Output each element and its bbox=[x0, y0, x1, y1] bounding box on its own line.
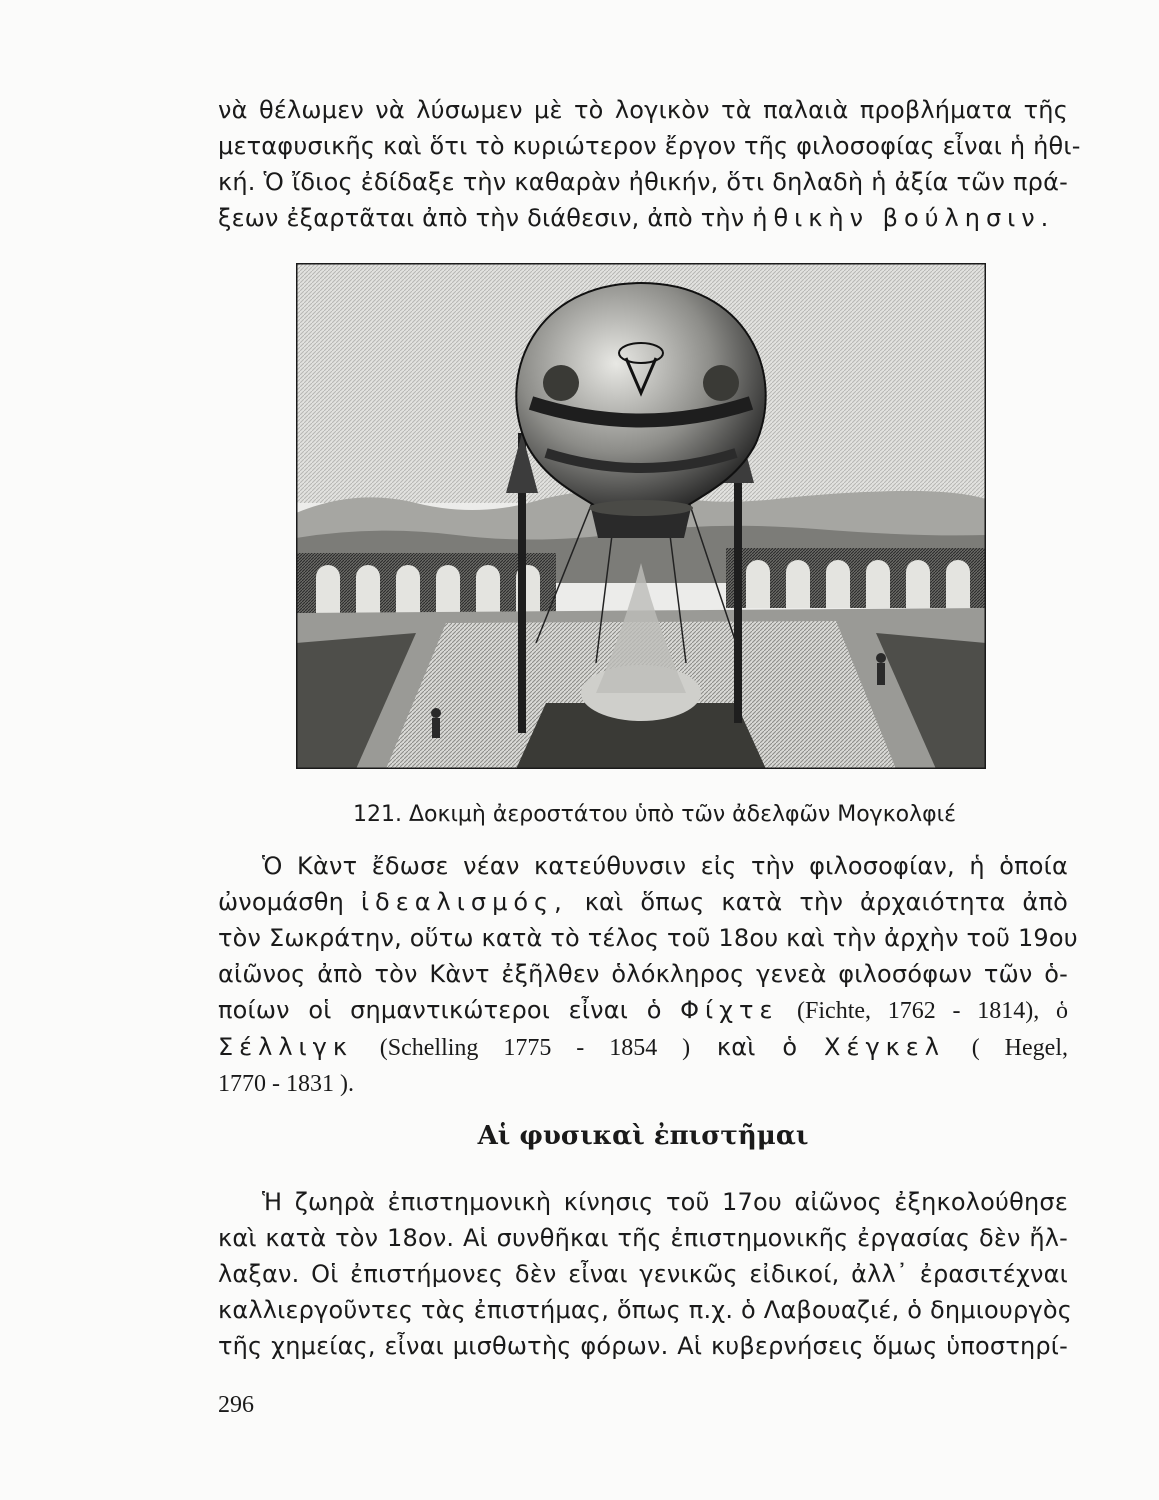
text-run: ξεων ἐξαρτᾶται ἀπὸ τὴν διάθεσιν, ἀπὸ τὴν bbox=[218, 204, 753, 232]
emphasized-term: Χέγκελ bbox=[824, 1033, 945, 1061]
text-line bbox=[218, 200, 1068, 236]
text-run: ποίων οἱ σημαντικώτεροι εἶναι ὁ bbox=[218, 996, 681, 1024]
text-run: καὶ ὅπως κατὰ τὴν ἀρχαιότητα ἀπὸ bbox=[567, 888, 1068, 916]
text-run: (Fichte, 1762 - 1814), ὁ bbox=[797, 998, 1068, 1024]
emphasized-term: Σέλλιγκ bbox=[218, 1033, 354, 1061]
emphasized-term: ἠθικὴν βούλησιν. bbox=[752, 204, 1055, 232]
kant-paragraph bbox=[218, 848, 1078, 1102]
text-line: νὰ θέλωμεν νὰ λύσωμεν μὲ τὸ λογικὸν τὰ παλαιὰ προβλήματα τῆς bbox=[218, 96, 1068, 124]
text-line: μεταφυσικῆς καὶ ὅτι τὸ κυριώτερον ἔργον τῆς φιλοσοφίας εἶναι ἡ ἠθι- bbox=[218, 132, 1081, 160]
text-line: κή. Ὁ ἴδιος ἐδίδαξε τὴν καθαρὰν ἠθικήν, ὅτι δηλαδὴ ἡ ἀξία τῶν πρά- bbox=[218, 168, 1068, 196]
text-line: αἰῶνος ἀπὸ τὸν Κὰντ ἐξῆλθεν ὁλόκληρος γενεὰ φιλοσόφων τῶν ὁ- bbox=[218, 960, 1068, 988]
section-heading: Αἱ φυσικαὶ ἐπιστῆμαι bbox=[477, 1121, 809, 1151]
text-line: καὶ κατὰ τὸν 18ον. Αἱ συνθῆκαι τῆς ἐπιστημονικῆς ἐργασίας δὲν ἤλ- bbox=[218, 1224, 1068, 1252]
top-paragraph bbox=[218, 92, 1081, 236]
text-line bbox=[218, 884, 1068, 920]
text-line: Ὁ Κὰντ ἔδωσε νέαν κατεύθυνσιν εἰς τὴν φιλοσοφίαν, ἡ ὁποία bbox=[262, 852, 1068, 880]
text-line: λαξαν. Οἱ ἐπιστήμονες δὲν εἶναι γενικῶς εἰδικοί, ἀλλ᾽ ἐρασιτέχναι bbox=[218, 1260, 1068, 1288]
text-line: τὸν Σωκράτην, οὕτω κατὰ τὸ τέλος τοῦ 18ου καὶ τὴν ἀρχὴν τοῦ 19ου bbox=[218, 924, 1078, 952]
text-run: (Schelling 1775 - 1854 ) bbox=[379, 1035, 691, 1061]
text-line bbox=[218, 1029, 1068, 1066]
engraving-illustration bbox=[296, 263, 986, 769]
emphasized-term: ἰδεαλισμός, bbox=[360, 888, 568, 916]
text-line: Ἡ ζωηρὰ ἐπιστημονικὴ κίνησις τοῦ 17ου αἰῶνος ἐξηκολούθησε bbox=[262, 1188, 1068, 1216]
page-number: 296 bbox=[218, 1392, 254, 1418]
figure-caption: 121. Δοκιμὴ ἀεροστάτου ὑπὸ τῶν ἀδελφῶν Μογκολφιέ bbox=[353, 802, 956, 827]
balloon-engraving bbox=[296, 263, 986, 769]
text-line: τῆς χημείας, εἶναι μισθωτὴς φόρων. Αἱ κυβερνήσεις ὅμως ὑποστηρί- bbox=[218, 1332, 1068, 1360]
text-run: καὶ ὁ bbox=[690, 1033, 825, 1061]
text-run: ( Hegel, bbox=[971, 1035, 1068, 1061]
text-line: 1770 - 1831 ). bbox=[218, 1071, 354, 1097]
emphasized-term: Φίχτε bbox=[680, 996, 779, 1024]
science-paragraph bbox=[218, 1184, 1073, 1364]
text-run: ὠνομάσθη bbox=[218, 888, 361, 916]
text-line: καλλιεργοῦντες τὰς ἐπιστήμας, ὅπως π.χ. ὁ Λαβουαζιέ, ὁ δημιουργὸς bbox=[218, 1296, 1073, 1324]
text-line bbox=[218, 992, 1068, 1029]
